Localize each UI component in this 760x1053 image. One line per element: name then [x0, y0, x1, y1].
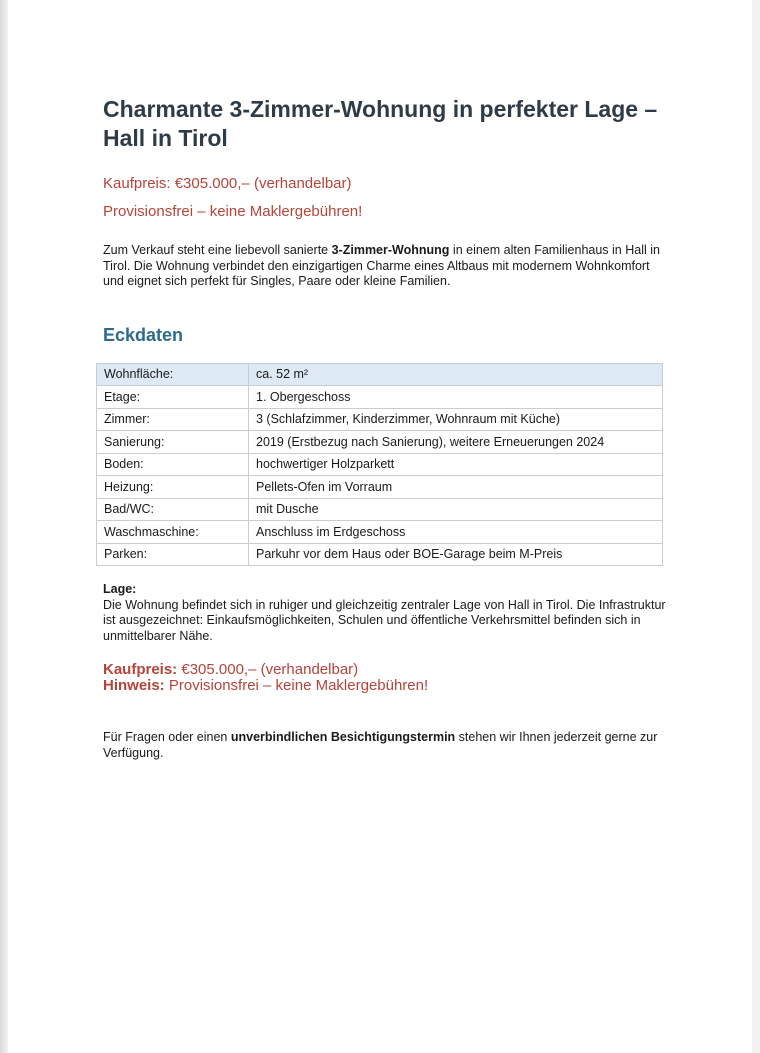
closing-text-start: Für Fragen oder einen — [103, 730, 231, 744]
document-page — [8, 0, 752, 1053]
summary-price-value: €305.000,– (verhandelbar) — [177, 661, 359, 678]
table-row — [97, 543, 663, 566]
fact-value: ca. 52 m² — [249, 363, 663, 386]
fact-value: mit Dusche — [249, 498, 663, 521]
fact-value: Parkuhr vor dem Haus oder BOE-Garage beim M-Preis — [249, 543, 663, 566]
intro-text-bold: 3-Zimmer-Wohnung — [331, 243, 450, 257]
fact-value: 2019 (Erstbezug nach Sanierung), weitere Erneuerungen 2024 — [249, 431, 663, 454]
fact-value: hochwertiger Holzparkett — [249, 453, 663, 476]
section-heading-eckdaten: Eckdaten — [103, 324, 184, 345]
table-row — [97, 498, 663, 521]
fact-label: Parken: — [97, 543, 249, 566]
fact-value: 3 (Schlafzimmer, Kinderzimmer, Wohnraum mit Küche) — [249, 408, 663, 431]
intro-paragraph — [103, 243, 668, 290]
table-row — [97, 386, 663, 409]
fact-label: Boden: — [97, 453, 249, 476]
table-row — [97, 521, 663, 544]
page-shadow — [0, 0, 8, 1053]
fact-label: Heizung: — [97, 476, 249, 499]
location-text: Die Wohnung befindet sich in ruhiger und gleichzeitig zentraler Lage von Hall in Tirol. Die Infrastruktur ist ausgezeichnet: Einkaufsmöglichkeiten, Schulen und öffentliche Verkehrsmittel befinden sich in unmittelbarer Nähe. — [103, 597, 666, 643]
location-section — [103, 582, 668, 644]
fact-label: Zimmer: — [97, 408, 249, 431]
fact-label: Etage: — [97, 386, 249, 409]
facts-table — [96, 363, 663, 567]
closing-text-end: stehen wir Ihnen jederzeit gerne zur Verfügung. — [103, 730, 658, 760]
closing-text-bold: unverbindlichen Besichtigungstermin — [230, 730, 456, 744]
table-row — [97, 453, 663, 476]
provision-line: Provisionsfrei – keine Maklergebühren! — [103, 203, 363, 220]
table-row — [97, 476, 663, 499]
table-row — [97, 431, 663, 454]
fact-value: Anschluss im Erdgeschoss — [249, 521, 663, 544]
price-summary — [103, 662, 668, 694]
table-row — [97, 408, 663, 431]
document-content — [103, 95, 668, 761]
intro-text-start: Zum Verkauf steht eine liebevoll sanierte — [103, 243, 332, 257]
summary-note-label: Hinweis: — [103, 677, 165, 694]
fact-label: Sanierung: — [97, 431, 249, 454]
page-title: Charmante 3-Zimmer-Wohnung in perfekter Lage – Hall in Tirol — [103, 96, 658, 151]
fact-label: Bad/WC: — [97, 498, 249, 521]
location-title: Lage: — [103, 582, 137, 596]
fact-value: Pellets-Ofen im Vorraum — [249, 476, 663, 499]
fact-label: Waschmaschine: — [97, 521, 249, 544]
summary-note-value: Provisionsfrei – keine Maklergebühren! — [164, 677, 429, 694]
closing-paragraph — [103, 730, 668, 761]
summary-note-line — [103, 678, 668, 694]
summary-price-line — [103, 662, 668, 678]
intro-text-end: in einem alten Familienhaus in Hall in Tirol. Die Wohnung verbindet den einzigartigen Charme eines Altbaus mit modernem Wohnkomfort und eignet sich perfekt für Singles, Paare oder kleine Familien. — [103, 243, 660, 288]
price-line: Kaufpreis: €305.000,– (verhandelbar) — [103, 175, 352, 192]
fact-label: Wohnfläche: — [97, 363, 249, 386]
fact-value: 1. Obergeschoss — [249, 386, 663, 409]
table-row — [97, 363, 663, 386]
summary-price-label: Kaufpreis: — [103, 661, 178, 678]
